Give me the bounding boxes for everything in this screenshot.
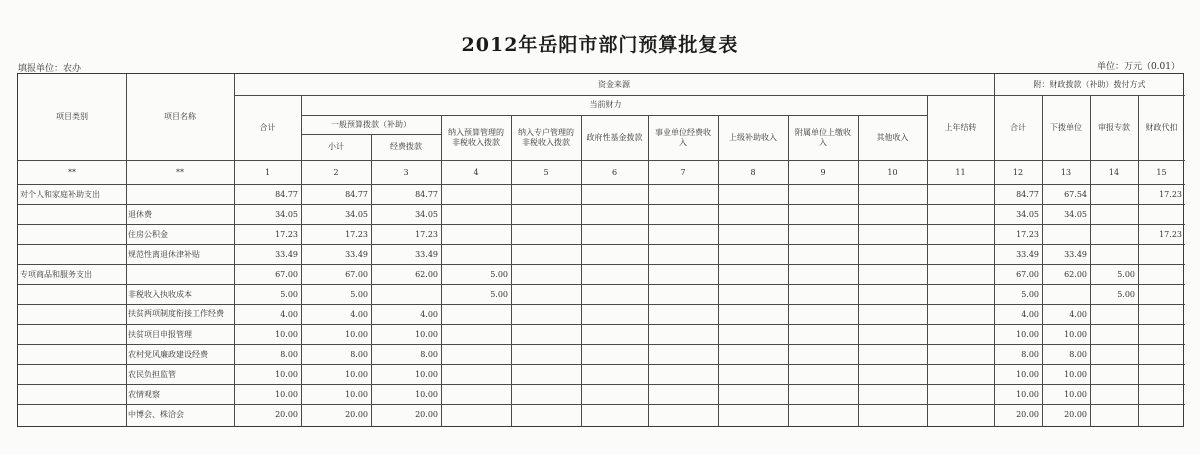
- table-cell: 10.00: [415, 369, 438, 379]
- table-cell: 17.23: [415, 229, 438, 239]
- table-cell: [718, 244, 788, 264]
- table-cell: [788, 324, 858, 344]
- header-nontax-budget: 纳入预算管理的非税收入拨款: [448, 127, 504, 147]
- table-cell: [441, 184, 511, 204]
- table-cell: [858, 284, 927, 304]
- table-cell: 8.00: [280, 349, 298, 359]
- v-rule: [581, 115, 582, 426]
- table-cell: [511, 404, 581, 424]
- table-cell: [927, 324, 994, 344]
- table-cell: 10.00: [345, 329, 368, 339]
- header-current-finance: 当前财力: [589, 100, 622, 109]
- table-cell: [788, 384, 858, 404]
- h-rule: [18, 404, 1185, 405]
- table-cell: 4.00: [350, 309, 368, 319]
- table-cell: [581, 404, 648, 424]
- reporting-unit: 填报单位：农办: [18, 64, 82, 74]
- table-cell: 33.49: [275, 249, 298, 259]
- table-cell: [581, 344, 648, 364]
- table-cell: 20.00: [1064, 409, 1087, 419]
- row-name: 农民负担监管: [128, 369, 176, 379]
- table-cell: [441, 344, 511, 364]
- table-cell: [927, 304, 994, 324]
- table-cell: [648, 404, 718, 424]
- table-cell: [927, 284, 994, 304]
- table-cell: [858, 344, 927, 364]
- table-cell: [1090, 184, 1138, 204]
- table-cell: [1090, 384, 1138, 404]
- table-cell: [788, 404, 858, 424]
- header-gov-fund: 政府性基金拨款: [586, 132, 643, 142]
- row-category: [18, 204, 126, 224]
- table-cell: [927, 364, 994, 384]
- h-rule: [18, 224, 1185, 225]
- row-category: [18, 284, 126, 304]
- table-cell: 84.77: [415, 189, 438, 199]
- index-cell: 9: [820, 167, 826, 177]
- index-cell: **: [176, 167, 184, 177]
- table-cell: [581, 284, 648, 304]
- h-rule: [18, 364, 1185, 365]
- table-cell: [788, 304, 858, 324]
- table-cell: 34.05: [1064, 209, 1087, 219]
- unit-label: 单位：万元（0.01）: [1096, 62, 1180, 72]
- table-cell: [927, 184, 994, 204]
- row-name: 住房公积金: [128, 229, 168, 239]
- h-rule: [301, 115, 927, 116]
- table-cell: 17.23: [1159, 229, 1182, 239]
- index-cell: 12: [1012, 167, 1024, 177]
- table-cell: [1138, 204, 1185, 224]
- v-rule: [994, 74, 995, 426]
- v-rule: [301, 95, 302, 426]
- table-cell: [927, 204, 994, 224]
- table-cell: 20.00: [345, 409, 368, 419]
- table-cell: [511, 184, 581, 204]
- table-cell: [718, 284, 788, 304]
- table-cell: [858, 404, 927, 424]
- h-rule: [18, 284, 1185, 285]
- row-name: 扶贫两项制度衔接工作经费: [128, 308, 224, 318]
- index-cell: 3: [403, 167, 409, 177]
- table-cell: [1090, 244, 1138, 264]
- table-cell: [1138, 264, 1185, 284]
- table-cell: [648, 344, 718, 364]
- budget-table: [17, 73, 1184, 427]
- table-cell: [927, 404, 994, 424]
- table-cell: 84.77: [275, 189, 298, 199]
- table-cell: [371, 284, 441, 304]
- table-cell: [511, 304, 581, 324]
- table-cell: [511, 264, 581, 284]
- table-cell: 8.00: [1069, 349, 1087, 359]
- table-cell: 17.23: [1159, 189, 1182, 199]
- table-cell: [441, 364, 511, 384]
- table-cell: 17.23: [275, 229, 298, 239]
- table-cell: [581, 324, 648, 344]
- table-cell: [1138, 364, 1185, 384]
- table-cell: [511, 364, 581, 384]
- table-cell: 10.00: [1064, 369, 1087, 379]
- table-cell: [441, 404, 511, 424]
- table-cell: [858, 184, 927, 204]
- v-rule: [718, 115, 719, 426]
- table-cell: 33.49: [1064, 249, 1087, 259]
- index-cell: 1: [264, 167, 271, 177]
- table-cell: [1138, 244, 1185, 264]
- header-payment-method: 附：财政拨款（补助）拨付方式: [1033, 79, 1146, 89]
- h-rule: [18, 324, 1185, 325]
- index-cell: 13: [1060, 167, 1072, 177]
- table-cell: [718, 264, 788, 284]
- index-cell: 14: [1108, 167, 1120, 177]
- h-rule: [18, 304, 1185, 305]
- header-lower-unit: 下拨单位: [1050, 122, 1082, 132]
- header-upper-subsidy: 上级补助收入: [729, 132, 777, 142]
- table-cell: 10.00: [1016, 329, 1039, 339]
- table-cell: [718, 324, 788, 344]
- index-cell: 10: [887, 167, 898, 177]
- table-cell: 10.00: [1016, 389, 1039, 399]
- table-cell: [1138, 404, 1185, 424]
- row-name: 扶贫项目申报管理: [128, 329, 192, 339]
- table-cell: 5.00: [1117, 289, 1135, 299]
- table-cell: 8.00: [1021, 349, 1039, 359]
- v-rule: [511, 115, 512, 426]
- table-cell: [441, 324, 511, 344]
- table-cell: 10.00: [275, 329, 298, 339]
- table-cell: [1090, 344, 1138, 364]
- table-cell: 62.00: [415, 269, 438, 279]
- table-cell: [1090, 404, 1138, 424]
- table-cell: [858, 264, 927, 284]
- table-cell: [927, 344, 994, 364]
- table-cell: [788, 184, 858, 204]
- table-cell: [441, 244, 511, 264]
- v-rule: [234, 74, 235, 426]
- index-cell: 7: [680, 167, 686, 177]
- index-cell: **: [68, 167, 76, 177]
- header-subtotal: 小计: [328, 142, 344, 151]
- header-general-budget: 一般预算拨款（补助）: [331, 119, 411, 129]
- table-cell: [1090, 204, 1138, 224]
- table-cell: [858, 204, 927, 224]
- table-cell: 33.49: [1016, 249, 1039, 259]
- table-cell: [648, 304, 718, 324]
- table-cell: 8.00: [350, 349, 368, 359]
- table-cell: [441, 384, 511, 404]
- table-cell: 5.00: [490, 269, 508, 279]
- row-name: 退休费: [128, 209, 152, 219]
- row-category: [18, 224, 126, 244]
- row-category: 对个人和家庭补助支出: [20, 189, 100, 199]
- h-rule: [18, 184, 1185, 185]
- table-cell: 84.77: [1016, 189, 1039, 199]
- table-cell: 10.00: [1064, 389, 1087, 399]
- table-cell: [1042, 224, 1090, 244]
- table-cell: [927, 264, 994, 284]
- row-category: [18, 364, 126, 384]
- index-cell: 6: [611, 167, 618, 177]
- table-cell: 33.49: [345, 249, 368, 259]
- row-category: [18, 304, 126, 324]
- table-cell: [1042, 284, 1090, 304]
- table-cell: [1090, 324, 1138, 344]
- header-name: 项目名称: [164, 112, 196, 121]
- table-cell: [718, 204, 788, 224]
- v-rule: [927, 95, 928, 426]
- index-cell: 8: [750, 167, 756, 177]
- row-category: [18, 384, 126, 404]
- table-cell: 84.77: [345, 189, 368, 199]
- table-cell: 5.00: [350, 289, 368, 299]
- table-cell: [648, 364, 718, 384]
- table-cell: [581, 304, 648, 324]
- header-pay-total: 合计: [1010, 122, 1026, 132]
- v-rule: [1042, 95, 1043, 426]
- header-audit-special: 审报专款: [1098, 122, 1130, 132]
- index-cell: 4: [473, 167, 479, 177]
- table-cell: 5.00: [1021, 289, 1039, 299]
- table-cell: 4.00: [280, 309, 298, 319]
- h-rule: [18, 204, 1185, 205]
- table-cell: [1138, 324, 1185, 344]
- header-unit-income: 事业单位经费收入: [655, 127, 711, 147]
- h-rule: [18, 384, 1185, 385]
- table-cell: [718, 364, 788, 384]
- row-name: 规范性离退休津补贴: [128, 249, 200, 259]
- table-cell: [858, 364, 927, 384]
- row-name: [126, 264, 234, 284]
- table-cell: [511, 324, 581, 344]
- table-cell: [648, 184, 718, 204]
- page-title: 2012年岳阳市部门预算批复表: [461, 34, 739, 56]
- table-cell: [927, 224, 994, 244]
- table-cell: [718, 344, 788, 364]
- table-cell: 10.00: [345, 389, 368, 399]
- table-cell: [858, 304, 927, 324]
- table-cell: [581, 204, 648, 224]
- row-category: [18, 324, 126, 344]
- table-cell: [927, 244, 994, 264]
- table-cell: [718, 384, 788, 404]
- table-cell: [511, 224, 581, 244]
- header-fund-source: 资金来源: [598, 79, 630, 89]
- table-cell: 67.00: [1016, 269, 1039, 279]
- table-cell: 10.00: [415, 329, 438, 339]
- row-name: 农村党风廉政建设经费: [128, 349, 208, 359]
- row-name: 非税收入执收成本: [128, 289, 192, 299]
- table-cell: [648, 264, 718, 284]
- table-cell: 17.23: [345, 229, 368, 239]
- header-nontax-special: 纳入专户管理的非税收入拨款: [518, 127, 574, 147]
- table-cell: 20.00: [275, 409, 298, 419]
- table-cell: [441, 224, 511, 244]
- table-cell: [1138, 284, 1185, 304]
- v-rule: [126, 74, 127, 426]
- table-cell: 34.05: [345, 209, 368, 219]
- h-rule: [18, 264, 1185, 265]
- table-cell: [581, 224, 648, 244]
- table-cell: 4.00: [1069, 309, 1087, 319]
- table-cell: [581, 384, 648, 404]
- table-cell: [858, 384, 927, 404]
- table-cell: 5.00: [490, 289, 508, 299]
- table-cell: [718, 404, 788, 424]
- index-cell: 15: [1156, 167, 1167, 177]
- table-cell: 62.00: [1064, 269, 1087, 279]
- table-cell: 10.00: [1016, 369, 1039, 379]
- table-cell: [511, 284, 581, 304]
- table-cell: [648, 224, 718, 244]
- header-other-income: 其他收入: [876, 132, 909, 142]
- table-cell: [788, 284, 858, 304]
- table-cell: [581, 184, 648, 204]
- row-category: 专项商品和服务支出: [20, 269, 92, 279]
- table-cell: 4.00: [420, 309, 438, 319]
- table-cell: [1138, 344, 1185, 364]
- index-cell: 11: [955, 167, 966, 177]
- row-category: [18, 404, 126, 424]
- table-cell: [858, 244, 927, 264]
- table-cell: [648, 384, 718, 404]
- table-cell: [1090, 224, 1138, 244]
- table-cell: [1138, 384, 1185, 404]
- header-category: 项目类别: [56, 112, 88, 121]
- table-cell: [648, 204, 718, 224]
- v-rule: [648, 115, 649, 426]
- table-cell: [648, 324, 718, 344]
- table-cell: 10.00: [415, 389, 438, 399]
- header-total: 合计: [259, 122, 276, 132]
- header-carryover: 上年结转: [944, 122, 977, 132]
- table-cell: [511, 204, 581, 224]
- table-cell: 34.05: [1016, 209, 1039, 219]
- table-cell: [858, 324, 927, 344]
- table-cell: 17.23: [1016, 229, 1039, 239]
- table-cell: 8.00: [420, 349, 438, 359]
- table-cell: [511, 244, 581, 264]
- table-cell: [581, 364, 648, 384]
- table-cell: [511, 344, 581, 364]
- table-cell: [718, 184, 788, 204]
- table-cell: [788, 364, 858, 384]
- h-rule: [18, 244, 1185, 245]
- table-cell: 10.00: [275, 389, 298, 399]
- table-cell: 67.00: [275, 269, 298, 279]
- table-cell: 33.49: [415, 249, 438, 259]
- row-category: [18, 244, 126, 264]
- table-cell: 10.00: [345, 369, 368, 379]
- header-affiliated: 附属单位上缴收入: [795, 127, 851, 147]
- table-cell: [581, 264, 648, 284]
- table-cell: 20.00: [415, 409, 438, 419]
- table-cell: 5.00: [1117, 269, 1135, 279]
- table-cell: [788, 264, 858, 284]
- h-rule: [18, 344, 1185, 345]
- table-cell: [788, 344, 858, 364]
- table-cell: 20.00: [1016, 409, 1039, 419]
- table-cell: [1090, 364, 1138, 384]
- index-cell: 2: [333, 167, 339, 177]
- index-cell: 5: [543, 167, 549, 177]
- table-cell: [788, 244, 858, 264]
- table-cell: [927, 384, 994, 404]
- table-cell: [441, 304, 511, 324]
- table-cell: [1138, 304, 1185, 324]
- table-cell: 67.00: [345, 269, 368, 279]
- table-cell: [858, 224, 927, 244]
- table-cell: 10.00: [1064, 329, 1087, 339]
- header-agency: 财政代扣: [1145, 122, 1178, 132]
- table-cell: 5.00: [280, 289, 298, 299]
- row-category: [18, 344, 126, 364]
- table-cell: [788, 224, 858, 244]
- table-cell: [511, 384, 581, 404]
- table-cell: 34.05: [275, 209, 298, 219]
- table-cell: [441, 204, 511, 224]
- v-rule: [858, 115, 859, 426]
- row-name: 中博会、株洽会: [128, 409, 184, 419]
- v-rule: [1138, 95, 1139, 426]
- table-cell: [718, 304, 788, 324]
- v-rule: [441, 115, 442, 426]
- table-cell: [1090, 304, 1138, 324]
- v-rule: [371, 134, 372, 426]
- table-cell: [788, 204, 858, 224]
- table-cell: [718, 224, 788, 244]
- header-operating: 经费拨款: [390, 142, 422, 151]
- table-cell: [581, 244, 648, 264]
- table-cell: 67.54: [1064, 189, 1087, 199]
- table-cell: [648, 284, 718, 304]
- table-cell: 34.05: [415, 209, 438, 219]
- row-name: [126, 184, 234, 204]
- table-cell: 4.00: [1021, 309, 1039, 319]
- table-cell: 10.00: [275, 369, 298, 379]
- table-cell: [648, 244, 718, 264]
- v-rule: [1090, 95, 1091, 426]
- row-name: 农情观察: [128, 389, 160, 399]
- v-rule: [788, 115, 789, 426]
- h-rule: [18, 160, 1185, 161]
